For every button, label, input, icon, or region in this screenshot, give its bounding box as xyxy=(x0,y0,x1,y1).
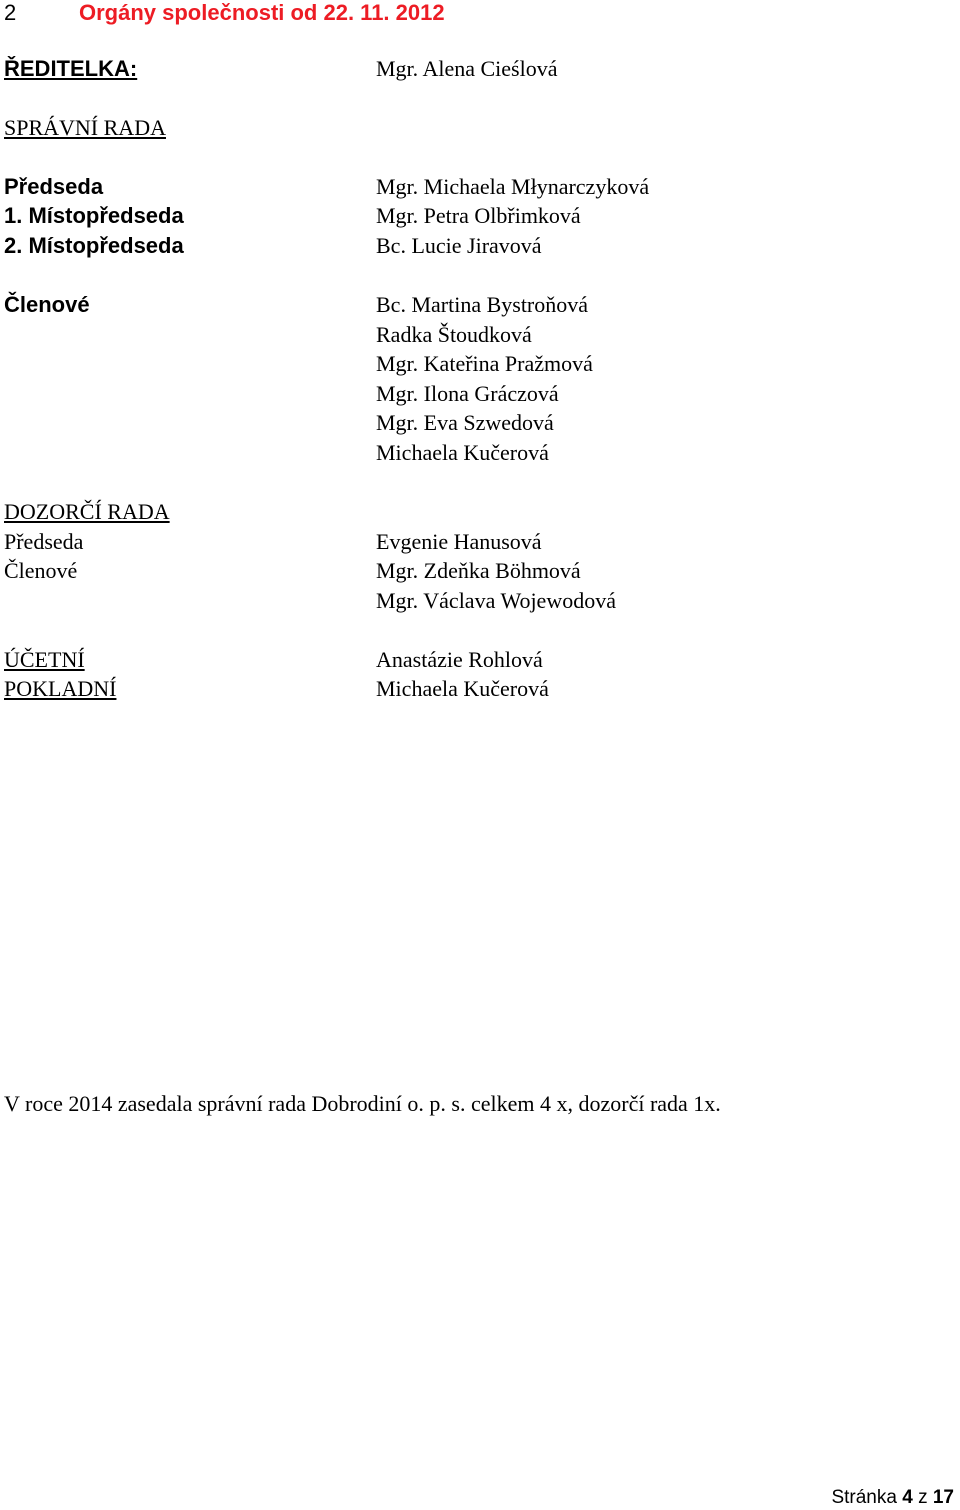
board-chair-name: Mgr. Michaela Młynarczyková xyxy=(376,174,650,199)
director-label: ŘEDITELKA: xyxy=(4,56,138,81)
page-title: Orgány společnosti od 22. 11. 2012 xyxy=(79,0,445,25)
cashier-label: POKLADNÍ xyxy=(4,676,117,701)
supervisory-member: Mgr. Václava Wojewodová xyxy=(376,588,616,613)
board-member: Mgr. Ilona Gráczová xyxy=(376,381,559,406)
board-chair-label: Předseda xyxy=(4,174,104,199)
accountant-name: Anastázie Rohlová xyxy=(376,647,543,672)
footer-separator: z xyxy=(918,1487,928,1508)
board-vice1-name: Mgr. Petra Olbřimková xyxy=(376,203,581,228)
footer-total-pages: 17 xyxy=(932,1487,954,1508)
supervisory-members-label: Členové xyxy=(4,558,78,583)
footer-prefix: Stránka xyxy=(831,1487,897,1508)
board-member: Mgr. Eva Szwedová xyxy=(376,410,554,435)
section-number: 2 xyxy=(4,0,17,25)
meetings-note: V roce 2014 zasedala správní rada Dobrodiní o. p. s. celkem 4 x, dozorčí rada 1x. xyxy=(4,1091,721,1116)
board-member: Radka Štoudková xyxy=(376,322,532,347)
board-heading: SPRÁVNÍ RADA xyxy=(4,115,166,140)
cashier-name: Michaela Kučerová xyxy=(376,676,549,701)
board-vice2-name: Bc. Lucie Jiravová xyxy=(376,233,542,258)
board-vice1-label: 1. Místopředseda xyxy=(4,203,184,228)
footer-current-page: 4 xyxy=(902,1487,913,1508)
board-member: Bc. Martina Bystroňová xyxy=(376,292,589,317)
board-member: Michaela Kučerová xyxy=(376,440,549,465)
page-footer xyxy=(831,1486,954,1510)
accountant-label: ÚČETNÍ xyxy=(4,647,85,672)
supervisory-chair-label: Předseda xyxy=(4,529,84,554)
supervisory-chair-name: Evgenie Hanusová xyxy=(376,529,542,554)
board-vice2-label: 2. Místopředseda xyxy=(4,233,184,258)
supervisory-heading: DOZORČÍ RADA xyxy=(4,499,170,524)
supervisory-member: Mgr. Zdeňka Böhmová xyxy=(376,558,581,583)
board-member: Mgr. Kateřina Pražmová xyxy=(376,351,593,376)
board-members-label: Členové xyxy=(4,292,90,317)
director-name: Mgr. Alena Cieślová xyxy=(376,56,558,81)
